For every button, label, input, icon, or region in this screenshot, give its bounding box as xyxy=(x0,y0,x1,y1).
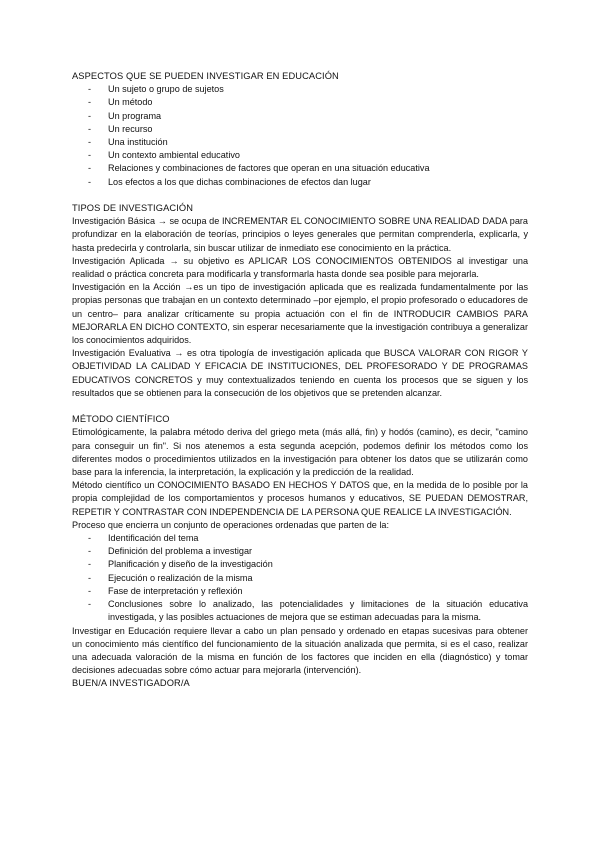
list-item: - Un método xyxy=(72,96,528,109)
section-heading-investigador: BUEN/A INVESTIGADOR/A xyxy=(72,678,190,689)
section-heading-metodo: MÉTODO CIENTÍFICO xyxy=(72,414,170,425)
list-item: - Un recurso xyxy=(72,123,528,136)
list-item: - Un programa xyxy=(72,110,528,123)
list-item: - Un contexto ambiental educativo xyxy=(72,149,528,162)
list-item: - Definición del problema a investigar xyxy=(72,545,528,558)
list-item: - Una institución xyxy=(72,136,528,149)
list-item: - Identificación del tema xyxy=(72,532,528,545)
list-item: - Planificación y diseño de la investigación xyxy=(72,558,528,571)
paragraph-metodo-cientifico: Método científico un CONOCIMIENTO BASADO EN HECHOS Y DATOS que, en la medida de lo posible por la propia complejidad de los comportamientos y procesos humanos y educativos, SE PUEDAN DEMOSTRAR, REPETIR Y CONTRASTAR CON INDEPENDENCIA DE LA PERSONA QUE REALICE LA INVESTIGACIÓN. xyxy=(72,480,528,517)
paragraph-investigacion-basica: Investigación Básica → se ocupa de INCREMENTAR EL CONOCIMIENTO SOBRE UNA REALIDAD DADA para profundizar en la elaboración de teorías, principios o leyes generales que permitan comprenderla, explicarla, y hasta predecirla y controlarla, sin buscar utilizar de inmediato ese conocimiento en la práctica. xyxy=(72,216,528,253)
section-gap xyxy=(72,400,528,413)
list-item: - Relaciones y combinaciones de factores que operan en una situación educativa xyxy=(72,162,528,175)
list-item: - Un sujeto o grupo de sujetos xyxy=(72,83,528,96)
list-item: - Los efectos a los que dichas combinaciones de efectos dan lugar xyxy=(72,176,528,189)
paragraph-etimologia: Etimológicamente, la palabra método deriva del griego meta (más allá, fin) y hodós (camino), es decir, "camino para conseguir un fin". Si nos atenemos a esta segunda acepción, podemos definir los métodos como los diferentes modos o procedimientos utilizados en la investigación para obtener los datos que se utilizarán como base para la inferencia, la interpretación, la explicación y la predicción de la realidad. xyxy=(72,427,528,478)
document-page xyxy=(72,70,528,691)
paragraph-investigacion-evaluativa: Investigación Evaluativa → es otra tipología de investigación aplicada que BUSCA VALORAR CON RIGOR Y OBJETIVIDAD LA CALIDAD Y EFICACIA DE INSTITUCIONES, DEL PROFESORADO Y DE PROGRAMAS EDUCATIVOS CONCRETOS y muy contextualizados teniendo en cuenta los procesos que se siguen y los resultados que se obtienen para la consecución de los objetivos que se pretenden alcanzar. xyxy=(72,348,528,398)
section-heading-tipos: TIPOS DE INVESTIGACIÓN xyxy=(72,203,194,214)
paragraph-proceso: Proceso que encierra un conjunto de operaciones ordenadas que parten de la: xyxy=(72,519,389,530)
section-heading-aspectos: ASPECTOS QUE SE PUEDEN INVESTIGAR EN EDUCACIÓN xyxy=(72,71,339,81)
list-item: - Conclusiones sobre lo analizado, las potencialidades y limitaciones de la situación educativa investigada, y las posibles actuaciones de mejora que se estiman adecuadas para la misma. xyxy=(72,598,528,624)
list-item: - Ejecución o realización de la misma xyxy=(72,572,528,585)
paragraph-investigar-educacion: Investigar en Educación requiere llevar a cabo un plan pensado y ordenado en etapas sucesivas para obtener un conocimiento más científico del funcionamiento de la situación analizada que permita, si es el caso, realizar una adecuada valoración de la misma en función de los factores que inciden en ella (diagnóstico) y tomar decisiones adecuadas sobre cómo actuar para mejorarla (intervención). xyxy=(72,625,528,676)
section-gap xyxy=(72,189,528,202)
list-item: - Fase de interpretación y reflexión xyxy=(72,585,528,598)
paragraph-investigacion-accion: Investigación en la Acción →es un tipo de investigación aplicada que es realizada fundamentalmente por las propias personas que trabajan en un contexto determinado –por ejemplo, el propio profesorado o educadores de un centro– para analizar críticamente su propia actuación con el fin de INTRODUCIR CAMBIOS PARA MEJORARLA EN DICHO CONTEXTO, sin esperar necesariamente que la investigación contribuya a generalizar los conocimientos adquiridos. xyxy=(72,282,528,346)
paragraph-investigacion-aplicada: Investigación Aplicada → su objetivo es APLICAR LOS CONOCIMIENTOS OBTENIDOS al investigar una realidad o práctica concreta para modificarla y transformarla hasta donde sea posible para mejorarla. xyxy=(72,255,528,280)
process-steps-list xyxy=(72,532,528,624)
aspects-list xyxy=(72,83,528,189)
